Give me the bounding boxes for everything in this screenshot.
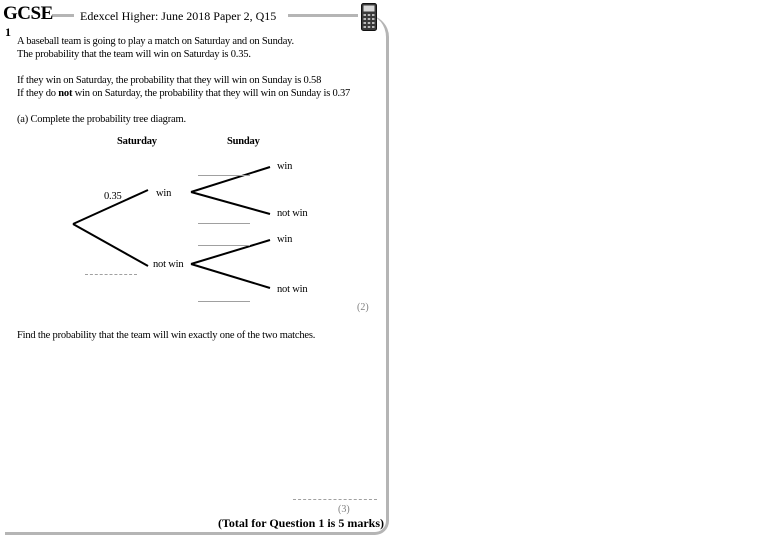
sat-win-probability: 0.35: [104, 191, 122, 202]
conditional-text-a: If they do: [17, 88, 59, 99]
intro-line-2: The probability that the team will win on Saturday is 0.35.: [17, 49, 251, 60]
probability-tree: [0, 0, 400, 320]
sat-not-win-label: not win: [153, 259, 184, 270]
answer-blank-sun-not-win-2[interactable]: [198, 301, 250, 302]
gcse-logo: GCSE: [3, 3, 53, 24]
question-number: 1: [5, 25, 11, 39]
branch-sun-not-win-2: [191, 264, 270, 288]
branch-sun-win-2: [191, 240, 270, 264]
answer-line-part-b[interactable]: [293, 499, 377, 500]
conditional-text-bold: not: [58, 88, 73, 99]
marks-part-b: (3): [338, 504, 350, 515]
conditional-text-b: win on Saturday, the probability that they will win on Sunday is 0.37: [72, 88, 351, 99]
conditional-line-1: If they win on Saturday, the probability that they will win on Sunday is 0.58: [17, 75, 322, 86]
answer-blank-sat-not-win[interactable]: [85, 274, 137, 275]
sun-win-label-1: win: [277, 161, 293, 172]
sun-win-label-2: win: [277, 234, 293, 245]
answer-blank-sun-win-2[interactable]: [198, 245, 250, 246]
part-a-prompt: (a) Complete the probability tree diagram.: [17, 114, 186, 125]
paper-title: Edexcel Higher: June 2018 Paper 2, Q15: [80, 9, 277, 23]
sun-not-win-label-1: not win: [277, 208, 308, 219]
tree-heading-saturday: Saturday: [117, 136, 157, 147]
total-marks: (Total for Question 1 is 5 marks): [217, 516, 384, 530]
intro-line-1: A baseball team is going to play a match on Saturday and on Sunday.: [17, 36, 294, 47]
branch-sun-not-win-1: [191, 192, 270, 214]
sun-not-win-label-2: not win: [277, 284, 308, 295]
part-b-prompt: Find the probability that the team will win exactly one of the two matches.: [17, 330, 316, 341]
branch-sat-not-win: [73, 224, 148, 266]
branch-sun-win-1: [191, 167, 270, 192]
sat-win-label: win: [156, 188, 172, 199]
answer-blank-sun-not-win-1[interactable]: [198, 223, 250, 224]
tree-heading-sunday: Sunday: [227, 136, 260, 147]
marks-part-a: (2): [357, 302, 369, 313]
answer-blank-sun-win-1[interactable]: [198, 175, 250, 176]
